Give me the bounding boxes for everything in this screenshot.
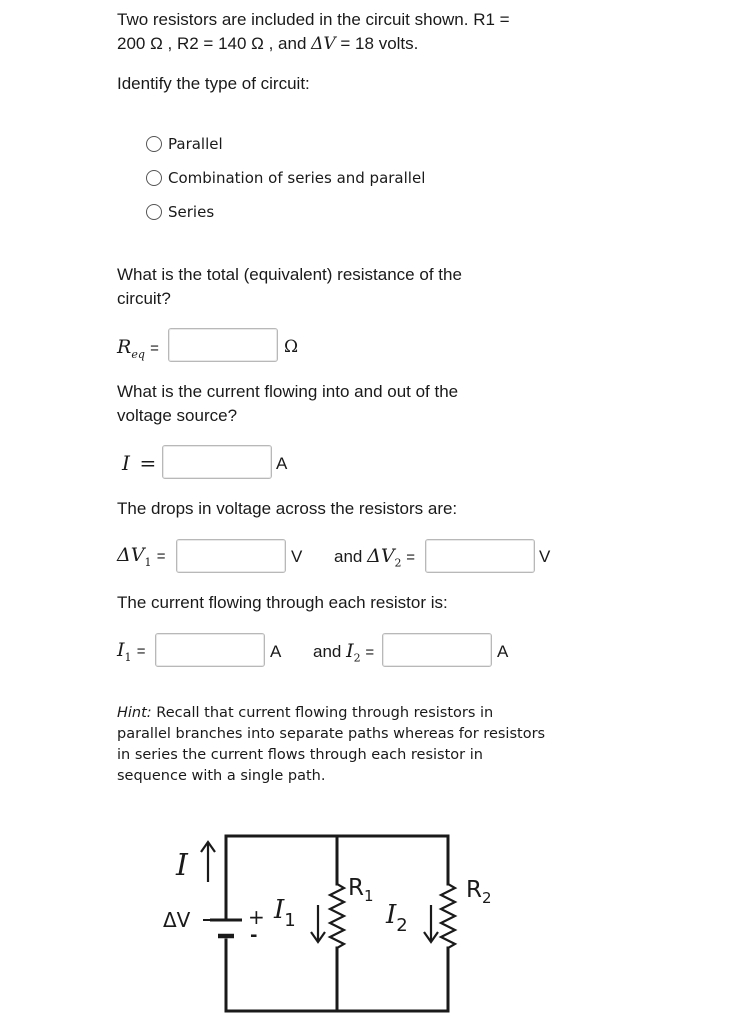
q3-prompt-line-1: What is the current flowing into and out of the xyxy=(117,382,459,401)
problem-text: 200 Ω , R2 = 140 Ω , and xyxy=(117,34,312,53)
q1-prompt: Identify the type of circuit: xyxy=(117,74,310,93)
current-arrow-down-icon xyxy=(424,905,438,942)
r1-symbol-sub: 1 xyxy=(363,887,374,905)
circuit-r1-label xyxy=(348,875,374,905)
i2-var: I xyxy=(346,640,354,662)
i2-symbol: I xyxy=(386,900,397,930)
hint-line-2: parallel branches into separate paths whereas for resistors xyxy=(117,726,546,742)
q2-prompt-line-1: What is the total (equivalent) resistance of the xyxy=(117,265,462,284)
r2-symbol: R xyxy=(466,877,482,903)
hint-line-3: in series the current flows through each resistor in xyxy=(117,747,483,763)
i1-sub: 1 xyxy=(124,650,132,664)
r2-symbol-sub: 2 xyxy=(481,889,492,907)
radio-label: Series xyxy=(168,203,215,221)
current-unit: A xyxy=(276,454,288,473)
dv2-sub: 2 xyxy=(394,556,402,570)
circuit-source-label: ΔV xyxy=(163,908,191,932)
circuit-current-label: I xyxy=(176,848,188,883)
q4-prompt: The drops in voltage across the resistors are: xyxy=(117,499,458,518)
q2-prompt-line-2: circuit? xyxy=(117,289,171,308)
i2-symbol-sub: 2 xyxy=(396,915,408,936)
dv1-eq: = xyxy=(156,548,166,565)
i2-eq: = xyxy=(365,644,375,661)
req-var: R xyxy=(117,336,132,358)
dv2-unit: V xyxy=(539,547,551,566)
r1-symbol: R xyxy=(348,875,364,901)
dv2-eq: = xyxy=(406,549,416,566)
circuit-i2-label xyxy=(386,900,408,936)
req-unit: Ω xyxy=(284,337,299,357)
i1-symbol: I xyxy=(274,895,285,925)
req-sub: eq xyxy=(131,347,145,361)
current-arrow-up-icon xyxy=(201,842,215,882)
current-eq: = xyxy=(139,451,157,475)
hint-line-4: sequence with a single path. xyxy=(117,768,326,784)
battery-plus: + xyxy=(248,905,265,929)
current-arrow-down-icon xyxy=(311,905,325,942)
q5-prompt: The current flowing through each resistor is: xyxy=(117,593,448,612)
dv1-var: ΔV xyxy=(117,544,145,566)
r1-zigzag xyxy=(330,884,344,948)
i1-eq: = xyxy=(136,643,146,660)
dv1-sub: 1 xyxy=(144,555,152,569)
q3-prompt-line-2: voltage source? xyxy=(117,406,238,425)
battery-minus: - xyxy=(250,925,258,946)
r2-zigzag xyxy=(441,884,455,948)
i2-sub: 2 xyxy=(353,651,361,665)
i1-var: I xyxy=(117,639,125,661)
req-eq: = xyxy=(150,340,159,357)
problem-line-1: Two resistors are included in the circuit shown. R1 = xyxy=(117,10,510,29)
i1-unit: A xyxy=(270,642,282,661)
circuit-i1-label xyxy=(274,895,296,931)
dv2-var: ΔV xyxy=(367,545,395,567)
delta-v-symbol: ΔV xyxy=(311,34,336,54)
hint-line-1-text: Recall that current flowing through resistors in xyxy=(151,705,494,721)
dv1-unit: V xyxy=(291,547,303,566)
radio-label: Combination of series and parallel xyxy=(168,169,426,187)
current-var: I xyxy=(122,451,130,475)
dv2-and: and xyxy=(334,547,368,566)
circuit-r2-label xyxy=(466,877,492,907)
problem-text-end: = 18 volts. xyxy=(335,34,419,53)
radio-label: Parallel xyxy=(168,135,223,153)
hint-label: Hint: xyxy=(117,705,152,721)
i2-unit: A xyxy=(497,642,509,661)
i1-symbol-sub: 1 xyxy=(284,910,296,931)
i2-and: and xyxy=(313,642,347,661)
